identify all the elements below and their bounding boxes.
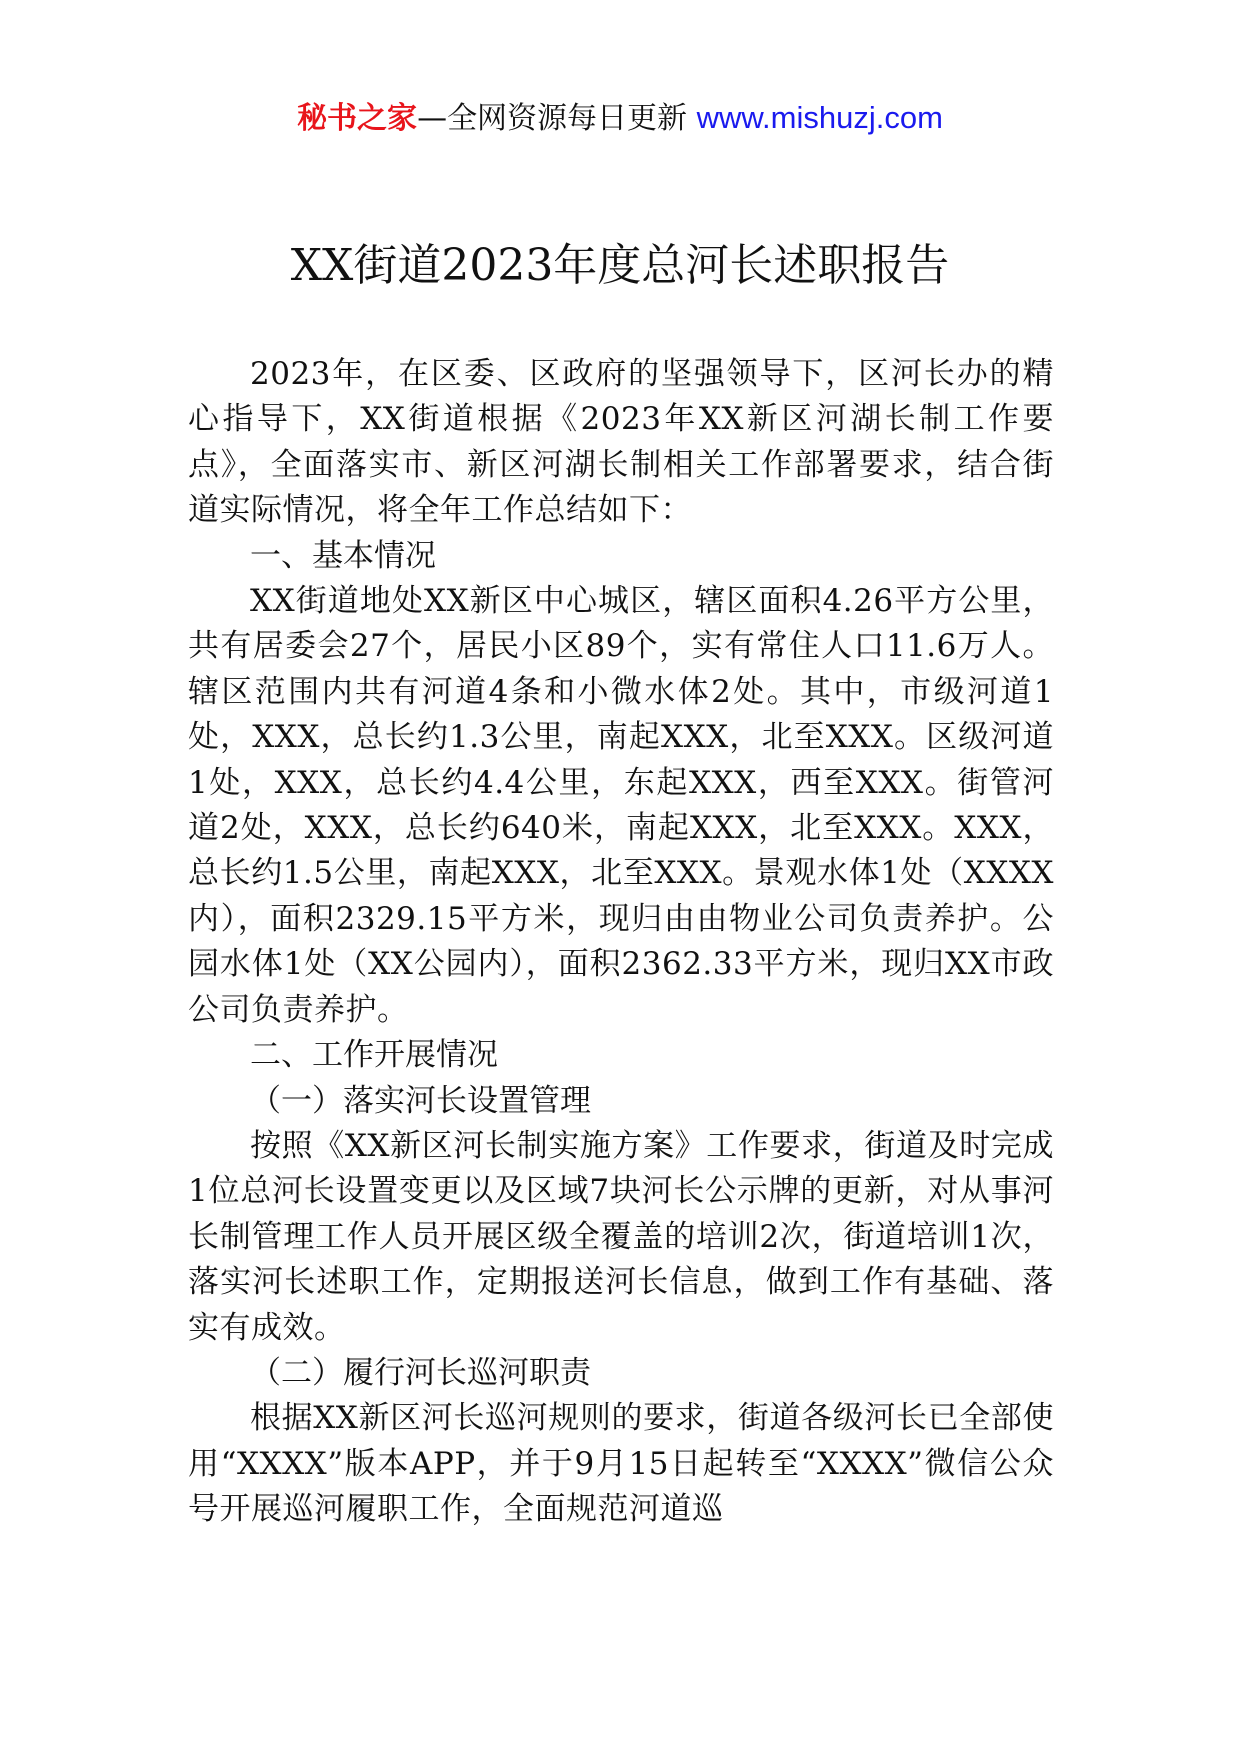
subheading-river-chief-setup: （一）落实河长设置管理 xyxy=(250,1082,591,1119)
paragraph-basic-situation: XX街道地处XX新区中心城区，辖区面积4.26平方公里，共有居委会27个，居民小区89个，实有常住人口11.6万人。辖区范围内共有河道4条和小微水体2处。其中，市级河道1处，XXX，总长约1.3公里，南起XXX，北至XXX。区级河道1处，XXX，总长约4.4公里，东起XXX，西至XXX。街管河道2处，XXX，总长约640米，南起XXX，北至XXX。XXX，总长约1.5公里，南起XXX，北至XXX。景观水体1处（XXXX内），面积2329.15平方米，现归由由物业公司负责养护。公园水体1处（XX公园内），面积2362.33平方米，现归XX市政公司负责养护。 xyxy=(188,583,1054,1028)
subheading-river-patrol-duties: （二）履行河长巡河职责 xyxy=(250,1354,591,1391)
document-body xyxy=(188,352,1054,1533)
paragraph-intro: 2023年，在区委、区政府的坚强领导下，区河长办的精心指导下，XX街道根据《2023年XX新区河湖长制工作要点》，全面落实市、新区河湖长制相关工作部署要求，结合街道实际情况，将全年工作总结如下： xyxy=(188,356,1054,529)
banner-brand: 秘书之家 xyxy=(297,101,418,136)
paragraph-river-patrol-duties: 根据XX新区河长巡河规则的要求，街道各级河长已全部使用“XXXX”版本APP，并于9月15日起转至“XXXX”微信公众号开展巡河履职工作，全面规范河道巡 xyxy=(188,1400,1054,1528)
site-banner xyxy=(0,98,1240,139)
heading-work-progress: 二、工作开展情况 xyxy=(250,1037,498,1074)
document-title: XX街道2023年度总河长述职报告 xyxy=(290,240,950,291)
banner-slogan: —全网资源每日更新 xyxy=(417,101,688,136)
banner-url-link[interactable]: www.mishuzj.com xyxy=(696,100,943,135)
heading-basic-situation: 一、基本情况 xyxy=(250,537,436,574)
paragraph-river-chief-setup: 按照《XX新区河长制实施方案》工作要求，街道及时完成1位总河长设置变更以及区域7块河长公示牌的更新，对从事河长制管理工作人员开展区级全覆盖的培训2次，街道培训1次，落实河长述职工作，定期报送河长信息，做到工作有基础、落实有成效。 xyxy=(188,1127,1054,1346)
